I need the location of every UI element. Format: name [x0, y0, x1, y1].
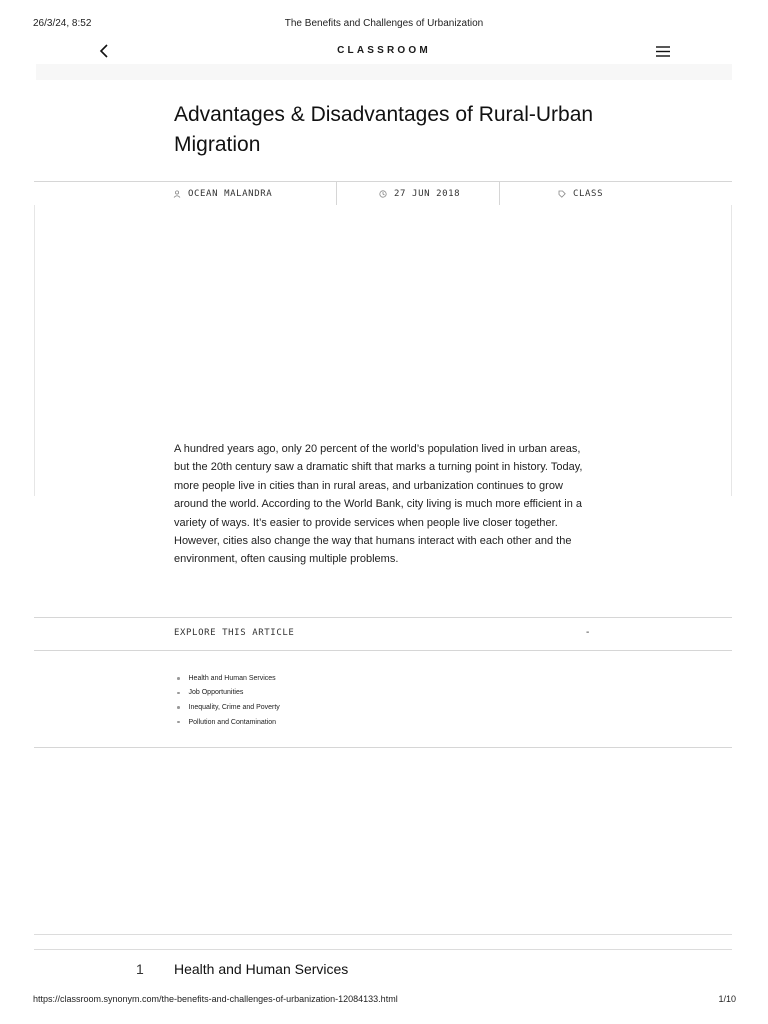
section-divider [34, 934, 732, 935]
print-header [0, 18, 768, 32]
category-tag-text: CLASS [573, 188, 604, 199]
clock-icon [379, 190, 387, 198]
tag-icon [558, 190, 566, 198]
bullet-icon [177, 706, 180, 709]
toc-item [174, 686, 280, 701]
author-name: OCEAN MALANDRA [188, 188, 273, 199]
bullet-icon [177, 677, 180, 680]
print-page-number: 1/10 [718, 994, 736, 1004]
print-datetime: 26/3/24, 8:52 [33, 18, 92, 29]
toc-link-pollution[interactable]: Pollution and Contamination [188, 718, 277, 726]
toc-link-jobs[interactable]: Job Opportunities [188, 689, 244, 697]
article-title: Advantages & Disadvantages of Rural-Urban Migration [174, 103, 594, 156]
bullet-icon [177, 692, 180, 695]
site-header [36, 40, 732, 64]
bullet-icon [177, 721, 180, 724]
header-band [36, 64, 732, 80]
publish-date-text: 27 JUN 2018 [394, 188, 461, 199]
section-divider [34, 747, 732, 748]
frame-edge-right [731, 205, 732, 496]
explore-article-section [34, 617, 732, 726]
publish-date [379, 182, 460, 205]
user-icon [173, 190, 181, 198]
explore-toggle-bar[interactable] [34, 617, 732, 651]
article-meta [34, 181, 732, 205]
toc-link-inequality[interactable]: Inequality, Crime and Poverty [188, 703, 280, 711]
frame-edge-left [34, 205, 35, 496]
print-document-title: The Benefits and Challenges of Urbanization [284, 18, 484, 29]
collapse-toggle[interactable]: - [586, 627, 590, 638]
section-divider [34, 949, 732, 950]
table-of-contents [174, 671, 280, 729]
author-byline[interactable] [173, 182, 272, 205]
menu-button[interactable] [654, 42, 672, 60]
toc-item [174, 700, 280, 715]
section-heading: Health and Human Services [174, 961, 349, 977]
meta-divider [336, 182, 337, 205]
print-url: https://classroom.synonym.com/the-benefits-and-challenges-of-urbanization-12084133.html [33, 994, 398, 1004]
print-footer [0, 994, 768, 1008]
explore-label: EXPLORE THIS ARTICLE [174, 628, 295, 638]
category-tag[interactable] [558, 182, 603, 205]
site-logo[interactable]: CLASSROOM [337, 45, 431, 56]
intro-paragraph: A hundred years ago, only 20 percent of the world’s population lived in urban areas, but the 20th century saw a dramatic shift that marks a turning point in history. Today, more people live in cities than in rural areas, and urbanization continues to grow around the world. According to the World Bank, city living is much more efficient in a variety of ways. It’s easier to provide services when people live closer together. However, cities also change the way that humans interact with each other and the environment, often causing multiple problems. [174, 443, 583, 566]
meta-divider [499, 182, 500, 205]
hamburger-menu-icon [656, 46, 670, 57]
toc-item [174, 715, 280, 730]
toc-link-health[interactable]: Health and Human Services [188, 674, 276, 682]
toc-item [174, 671, 280, 686]
section-number: 1 [136, 961, 144, 977]
